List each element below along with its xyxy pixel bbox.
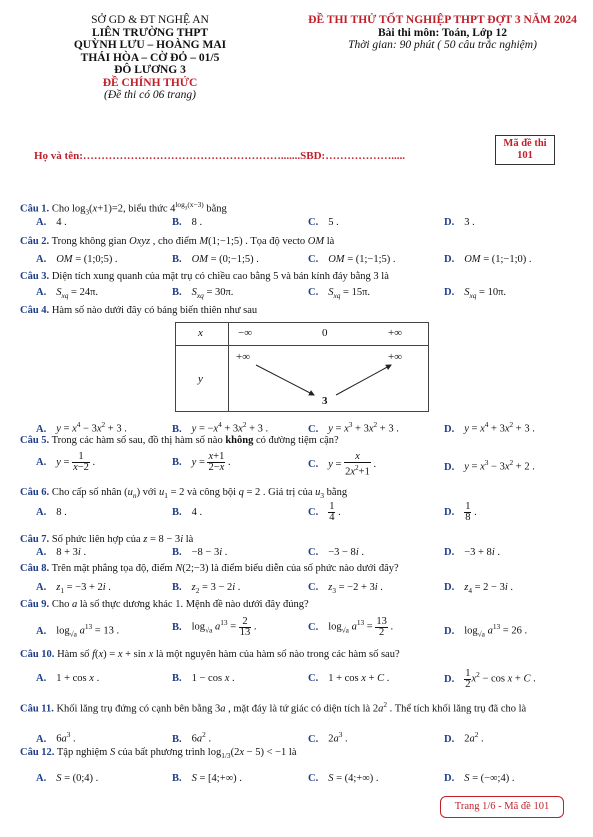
- answer-9c[interactable]: C. $\log_{√a} a^{13}$ = $\frac{13}{2}$ .: [308, 615, 394, 638]
- question-3: Câu 3. Diện tích xung quanh của mặt trụ có chiều cao bằng 5 và bán kính đáy bằng 3 là: [20, 271, 389, 282]
- answer-4c[interactable]: C. $y = x^3 + 3x^2 + 3$ .: [308, 420, 399, 435]
- official-label: ĐỀ CHÍNH THỨC: [102, 76, 198, 89]
- table-y-right: +∞: [388, 351, 403, 363]
- answer-9a[interactable]: A. $\log_{√a} a^{13} = 13$ .: [36, 622, 120, 639]
- exam-time: Thời gian: 90 phút ( 50 câu trắc nghiệm): [348, 39, 537, 51]
- answer-10b[interactable]: B. 1 − cos x .: [172, 673, 235, 684]
- table-y-label: y: [198, 373, 203, 385]
- answer-3d[interactable]: D. $S_{xq} = 10\pi$.: [444, 287, 507, 301]
- school-name-3: THÁI HÒA – CỜ ĐỎ – 01/5: [80, 51, 220, 64]
- answer-1d[interactable]: D. 3 .: [444, 217, 475, 228]
- answer-10d[interactable]: D. $\frac{1}{2}$ $x^2 - \cos x + C$ .: [444, 667, 536, 690]
- question-7: Câu 7. Số phức liên hợp của z = 8 − 3i là: [20, 534, 194, 545]
- answer-2b[interactable]: B. OM = (0;−1;5) .: [172, 254, 259, 265]
- answer-8a[interactable]: A. $z_1 = -3 + 2i$ .: [36, 582, 111, 596]
- answer-12c[interactable]: C. S = (4;+∞) .: [308, 773, 379, 784]
- answer-11c[interactable]: C. $2a^3$ .: [308, 730, 348, 745]
- answer-9d[interactable]: D. $\log_{√a} a^{13} = 26$ .: [444, 622, 528, 639]
- table-y-left: +∞: [236, 351, 251, 363]
- answer-5c[interactable]: C. y = $\frac{x}{2x^2+1}$ .: [308, 451, 377, 478]
- page-count: (Đề thi có 06 trang): [104, 89, 196, 101]
- school-name-2: QUỲNH LƯU – HOÀNG MAI: [73, 39, 227, 51]
- dept-name: SỞ GD & ĐT NGHỆ AN: [91, 14, 209, 26]
- answer-2d[interactable]: D. OM = (1;−1;0) .: [444, 254, 532, 265]
- answer-6d[interactable]: D. $\frac{1}{8}$ .: [444, 501, 477, 523]
- answer-7d[interactable]: D. −3 + 8i .: [444, 547, 500, 558]
- school-name-1: LIÊN TRƯỜNG THPT: [91, 26, 209, 39]
- answer-6a[interactable]: A. 8 .: [36, 507, 67, 518]
- answer-9b[interactable]: B. $\log_{√a} a^{13}$ = $\frac{2}{13}$ .: [172, 615, 257, 638]
- answer-6c[interactable]: C. $\frac{1}{4}$ .: [308, 501, 341, 523]
- answer-10c[interactable]: C. 1 + cos x + C .: [308, 673, 390, 684]
- answer-10a[interactable]: A. 1 + cos x .: [36, 673, 100, 684]
- header-right: [292, 14, 593, 52]
- question-10: Câu 10. Hàm số f(x) = x + sin x là một nguyên hàm của hàm số nào trong các hàm số sau?: [20, 649, 400, 660]
- question-9: Câu 9. Cho a là số thực dương khác 1. Mệnh đề nào dưới đây đúng?: [20, 599, 309, 610]
- answer-11d[interactable]: D. $2a^2$ .: [444, 730, 484, 745]
- exam-code-box: [495, 135, 555, 165]
- answer-12d[interactable]: D. S = (−∞;4) .: [444, 773, 515, 784]
- answer-11b[interactable]: B. $6a^2$ .: [172, 730, 212, 745]
- table-x-label: x: [198, 327, 203, 339]
- answer-2c[interactable]: C. OM = (1;−1;5) .: [308, 254, 396, 265]
- question-12: Câu 12. Tập nghiệm S của bất phương trình $\log_{1/3}(2x - 5) < -1$ là: [20, 747, 297, 761]
- table-x-neg-inf: −∞: [238, 327, 253, 339]
- answer-5b[interactable]: B. y = $\frac{x+1}{2-x}$ .: [172, 451, 231, 473]
- answer-7a[interactable]: A. 8 + 3i .: [36, 547, 87, 558]
- table-y-min: 3: [322, 395, 328, 407]
- exam-title: ĐỀ THI THỬ TỐT NGHIỆP THPT ĐỢT 3 NĂM 2024: [308, 14, 577, 26]
- table-arrows: [176, 323, 428, 411]
- answer-12b[interactable]: B. S = [4;+∞) .: [172, 773, 242, 784]
- answer-5a[interactable]: A. y = $\frac{1}{x-2}$ .: [36, 451, 96, 473]
- question-4: Câu 4. Hàm số nào dưới đây có bảng biến thiên như sau: [20, 305, 258, 316]
- variation-table: [175, 322, 429, 412]
- answer-1c[interactable]: C. 5 .: [308, 217, 339, 228]
- answer-6b[interactable]: B. 4 .: [172, 507, 203, 518]
- answer-2a[interactable]: A. OM = (1;0;5) .: [36, 254, 118, 265]
- answer-4d[interactable]: D. $y = x^4 + 3x^2 + 3$ .: [444, 420, 535, 435]
- answer-4b[interactable]: B. $y = -x^4 + 3x^2 + 3$ .: [172, 420, 269, 435]
- answer-8c[interactable]: C. $z_3 = -2 + 3i$ .: [308, 582, 383, 596]
- question-6: Câu 6. Cho cấp số nhân $(u_n)$ với $u_1 = 2$ và công bội q = 2 . Giá trị của $u_3$ bằng: [20, 487, 348, 501]
- answer-1b[interactable]: B. 8 .: [172, 217, 203, 228]
- exam-code-value: 101: [517, 150, 533, 161]
- question-11: Câu 11. Khối lăng trụ đứng có cạnh bên bằng 3a , mặt đáy là tứ giác có diện tích là $2a^2$ . Thể tích khối lăng trụ đã cho là: [20, 700, 527, 715]
- exam-subject: Bài thi môn: Toán, Lớp 12: [377, 26, 508, 39]
- answer-8d[interactable]: D. $z_4 = 2 - 3i$ .: [444, 582, 513, 596]
- answer-7c[interactable]: C. −3 − 8i .: [308, 547, 364, 558]
- school-name-4: ĐÔ LƯƠNG 3: [114, 64, 186, 76]
- table-x-zero: 0: [322, 327, 328, 339]
- answer-3b[interactable]: B. $S_{xq} = 30\pi$.: [172, 287, 234, 301]
- header-left: [0, 14, 300, 102]
- table-x-pos-inf: +∞: [388, 327, 403, 339]
- question-8: Câu 8. Trên mặt phẳng tọa độ, điểm N(2;−3) là điểm biểu diễn của số phức nào dưới đây?: [20, 563, 399, 574]
- answer-12a[interactable]: A. S = (0;4) .: [36, 773, 99, 784]
- question-5: Câu 5. Trong các hàm số sau, đồ thị hàm số nào không có đường tiệm cận?: [20, 435, 339, 446]
- answer-11a[interactable]: A. $6a^3$ .: [36, 730, 76, 745]
- exam-code-label: Mã đề thi: [503, 138, 547, 149]
- answer-3a[interactable]: A. $S_{xq} = 24\pi$.: [36, 287, 99, 301]
- answer-4a[interactable]: A. $y = x^4 - 3x^2 + 3$ .: [36, 420, 127, 435]
- answer-1a[interactable]: A. 4 .: [36, 217, 67, 228]
- answer-5d[interactable]: D. $y = x^3 - 3x^2 + 2$ .: [444, 458, 535, 473]
- page-footer: Trang 1/6 - Mã đề 101: [440, 796, 564, 818]
- student-info-line: Họ và tên:……………………………………………….......SBD:……………….....: [34, 150, 405, 162]
- question-1: Câu 1. Cho $\log_3(x+1)=2$, biểu thức $4^{log_3(x-3)}$ bằng: [20, 200, 227, 217]
- answer-8b[interactable]: B. $z_2 = 3 - 2i$ .: [172, 582, 241, 596]
- question-2: Câu 2. Trong không gian Oxyz , cho điểm M(1;−1;5) . Tọa độ vecto OM là: [20, 236, 335, 247]
- answer-3c[interactable]: C. $S_{xq} = 15\pi$.: [308, 287, 371, 301]
- answer-7b[interactable]: B. −8 − 3i .: [172, 547, 228, 558]
